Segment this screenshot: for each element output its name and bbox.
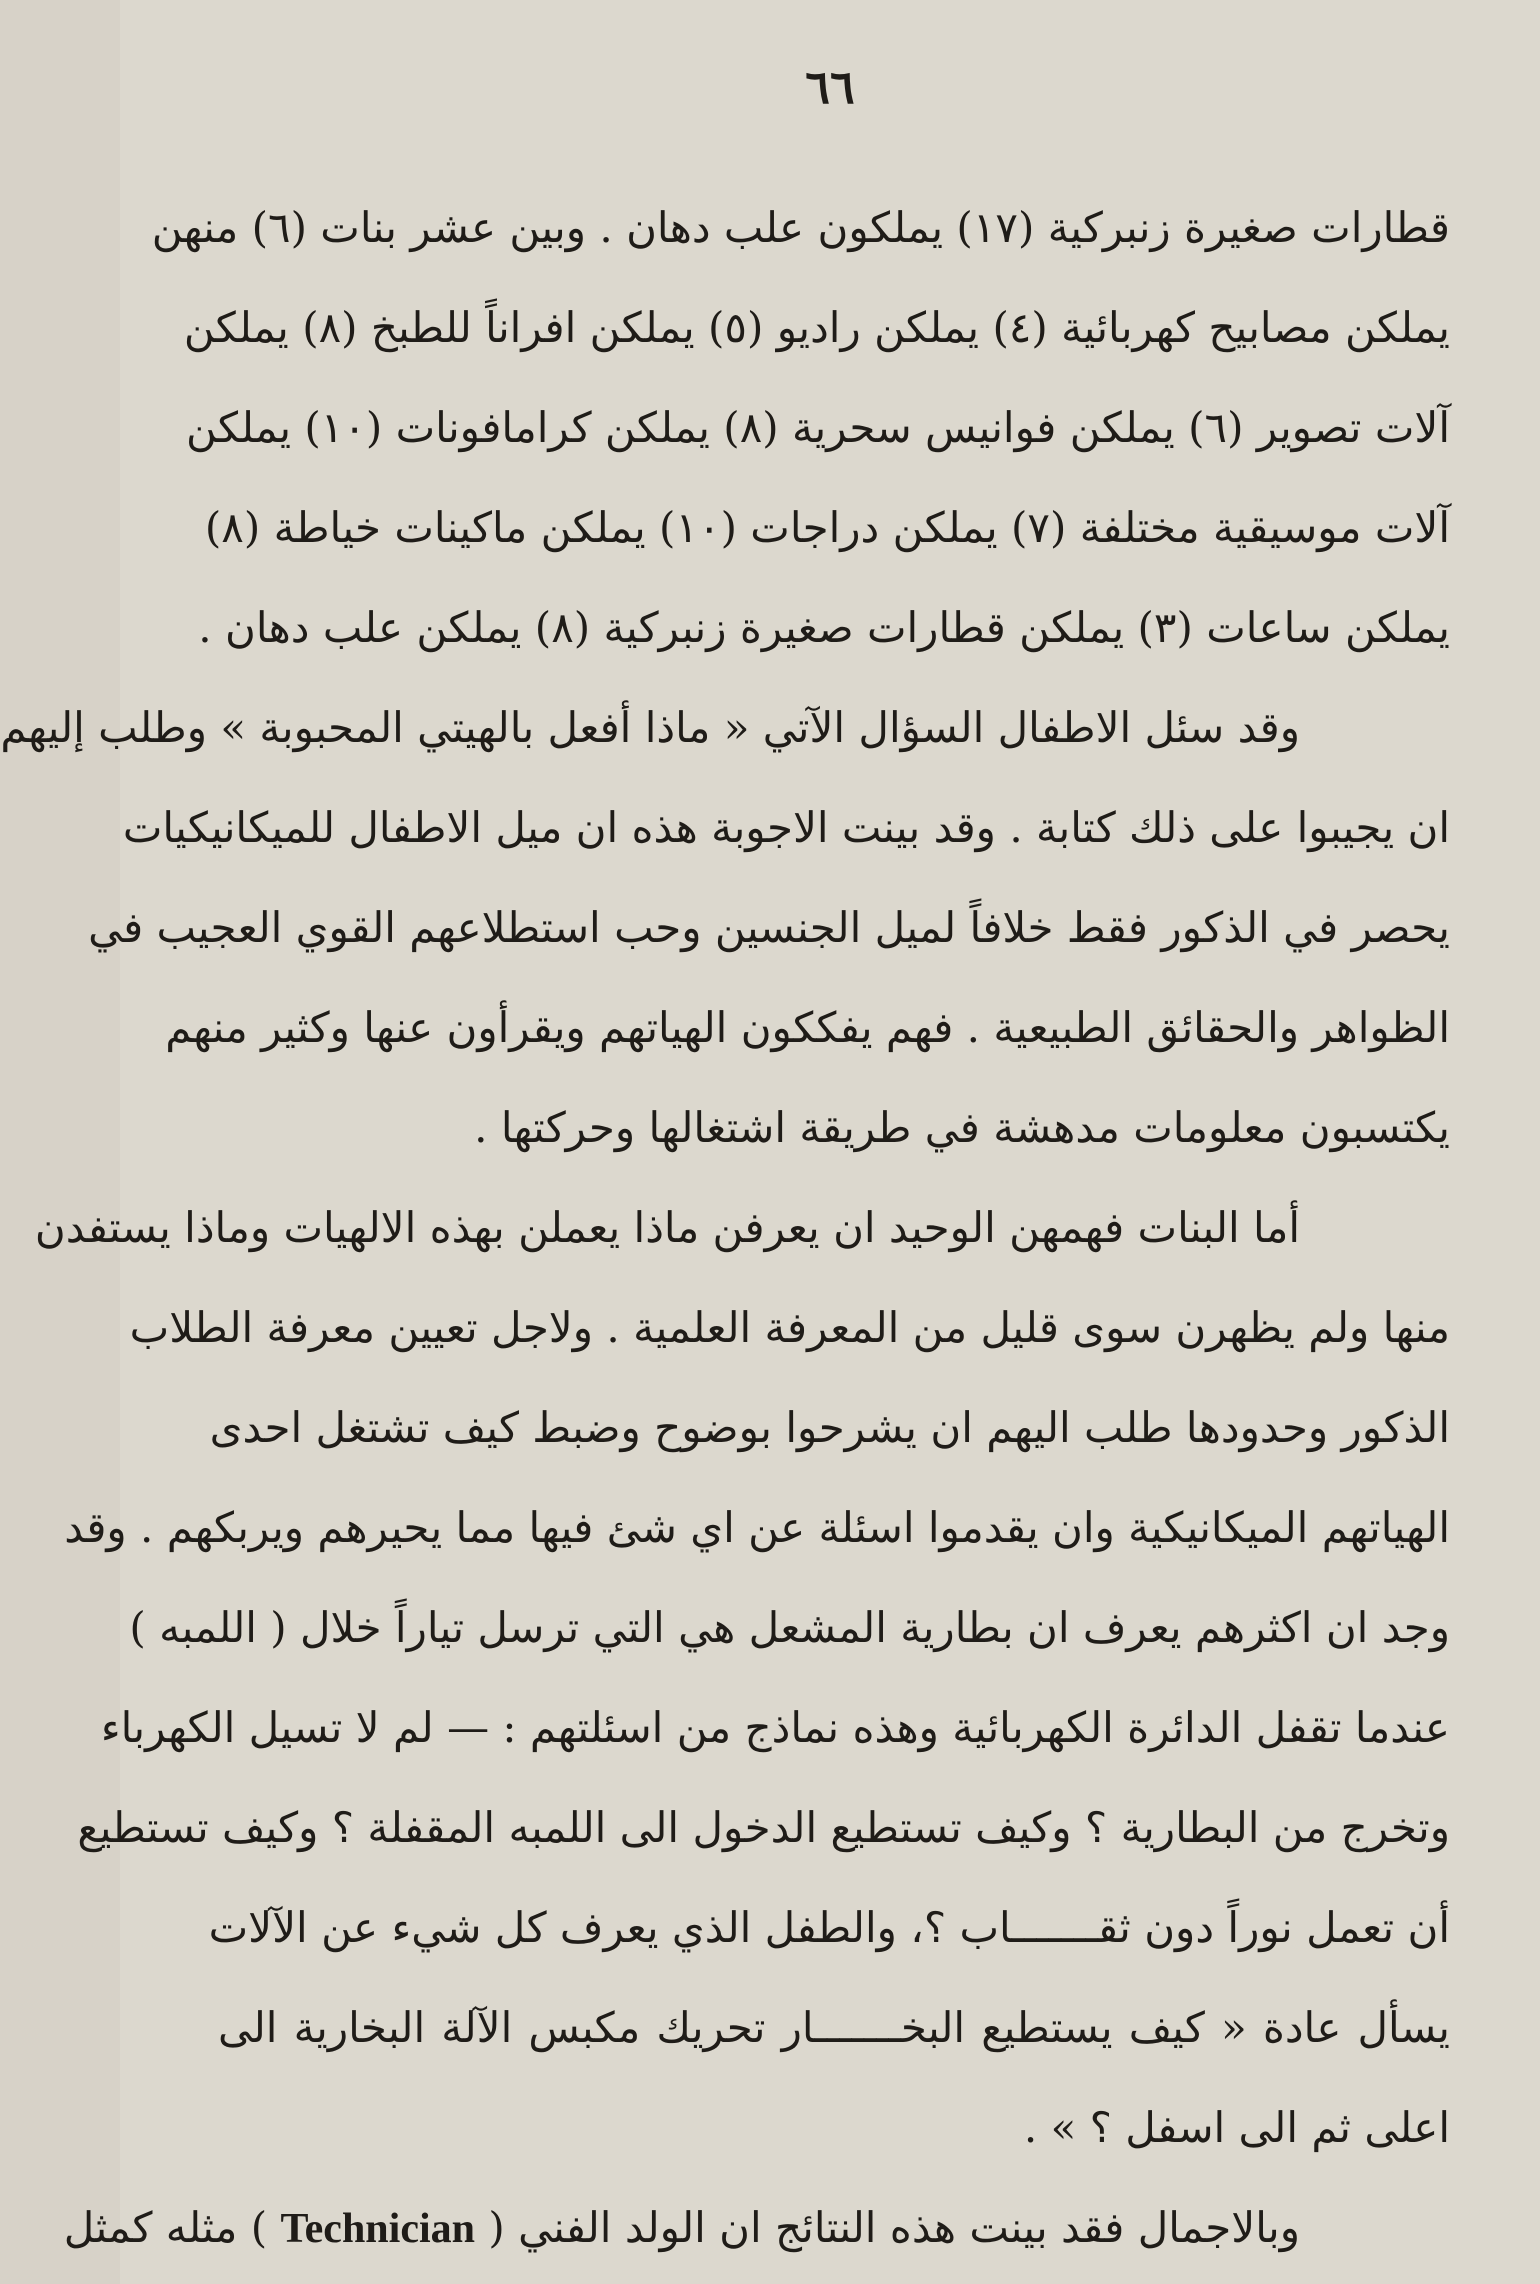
text-line: وتخرج من البطارية ؟ وكيف تستطيع الدخول الى اللمبه المقفلة ؟ وكيف تستطيع: [77, 1803, 1450, 1852]
text-segment: ) مثله كمثل: [63, 2203, 281, 2252]
paragraph-end-line: يكتسبون معلومات مدهشة في طريقة اشتغالها وحركتها .: [474, 1103, 1450, 1152]
paragraph-start-line: وقد سئل الاطفال السؤال الآتي « ماذا أفعل بالهيتي المحبوبة » وطلب إليهم: [0, 703, 1300, 752]
text-line: عندما تقفل الدائرة الكهربائية وهذه نماذج من اسئلتهم : — لم لا تسيل الكهرباء: [100, 1703, 1450, 1752]
paragraph-end-line: اعلى ثم الى اسفل ؟ » .: [1023, 2103, 1450, 2152]
paragraph-start-line: [63, 2178, 1450, 2278]
page-number: ٦٦: [805, 60, 855, 114]
text-line: الذكور وحدودها طلب اليهم ان يشرحوا بوضوح وضبط كيف تشتغل احدى: [209, 1403, 1450, 1452]
text-line: يسأل عادة « كيف يستطيع البخـــــــار تحريك مكبس الآلة البخارية الى: [218, 2003, 1450, 2052]
text-line: قطارات صغيرة زنبركية (١٧) يملكون علب دهان . وبين عشر بنات (٦) منهن: [151, 203, 1450, 252]
text-line: منها ولم يظهرن سوى قليل من المعرفة العلمية . ولاجل تعيين معرفة الطلاب: [129, 1303, 1450, 1352]
text-line: آلات تصوير (٦) يملكن فوانيس سحرية (٨) يملكن كرامافونات (١٠) يملكن: [185, 403, 1450, 452]
text-line: يملكن ساعات (٣) يملكن قطارات صغيرة زنبركية (٨) يملكن علب دهان .: [198, 603, 1450, 652]
text-line: أن تعمل نوراً دون ثقـــــــاب ؟، والطفل الذي يعرف كل شيء عن الآلات: [208, 1903, 1450, 1952]
body-text: [0, 178, 1450, 2278]
paragraph-start-line: أما البنات فهمهن الوحيد ان يعرفن ماذا يعملن بهذه الالهيات وماذا يستفدن: [34, 1203, 1300, 1252]
text-line: آلات موسيقية مختلفة (٧) يملكن دراجات (١٠) يملكن ماكينات خياطة (٨): [204, 503, 1450, 552]
text-segment: وبالاجمال فقد بينت هذه النتائج ان الولد الفني (: [475, 2203, 1300, 2252]
text-line: ان يجيبوا على ذلك كتابة . وقد بينت الاجوبة هذه ان ميل الاطفال للميكانيكيات: [122, 803, 1450, 852]
text-line: وجد ان اكثرهم يعرف ان بطارية المشعل هي التي ترسل تياراً خلال ( اللمبه ): [129, 1603, 1450, 1652]
latin-term: Technician: [280, 2206, 475, 2252]
text-line: الظواهر والحقائق الطبيعية . فهم يفككون الهياتهم ويقرأون عنها وكثير منهم: [165, 1003, 1450, 1052]
text-line: يحصر في الذكور فقط خلافاً لميل الجنسين وحب استطلاعهم القوي العجيب في: [88, 903, 1450, 952]
text-line: الهياتهم الميكانيكية وان يقدموا اسئلة عن اي شئ فيها مما يحيرهم ويربكهم . وقد: [64, 1503, 1450, 1552]
text-line: يملكن مصابيح كهربائية (٤) يملكن راديو (٥) يملكن افراناً للطبخ (٨) يملكن: [183, 303, 1450, 352]
